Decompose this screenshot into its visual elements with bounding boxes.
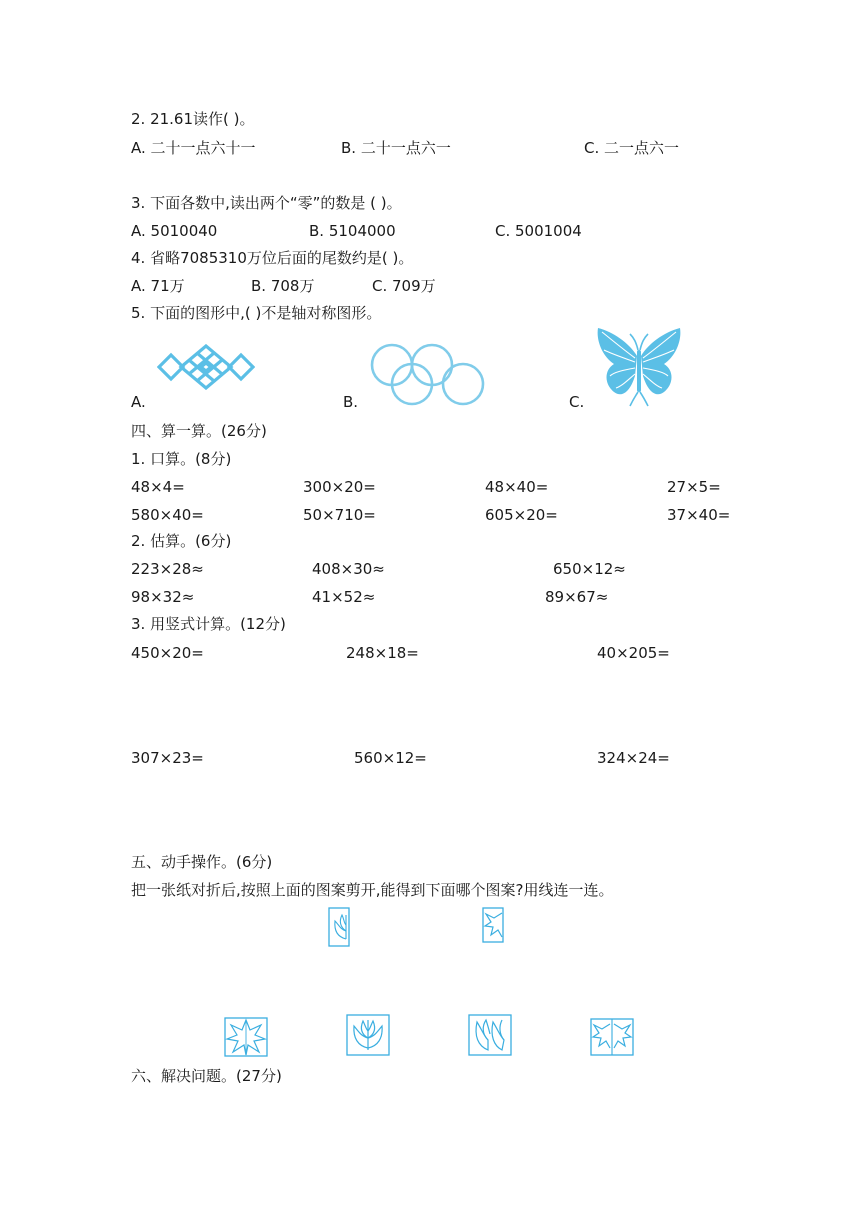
q5-option-c: C. [569,393,585,411]
vertical-calc-item: 40×205= [597,644,670,662]
q2-option-a: A. 二十一点六十一 [131,139,256,157]
oral-calc-item: 50×710= [303,506,376,524]
q5-option-a: A. [131,393,146,411]
q5-stem: 5. 下面的图形中,( )不是轴对称图形。 [131,304,382,322]
q2-option-b: B. 二十一点六一 [341,139,451,157]
q4-stem: 4. 省略7085310万位后面的尾数约是( )。 [131,249,414,267]
full-pattern-leaf-double [468,1014,512,1056]
vertical-calc-item: 560×12= [354,749,427,767]
q3-option-a: A. 5010040 [131,222,218,240]
oral-calc-item: 27×5= [667,478,721,496]
estimate-item: 650×12≈ [553,560,626,578]
half-pattern-leaf [328,907,350,947]
estimate-item: 223×28≈ [131,560,204,578]
oral-calc-item: 605×20= [485,506,558,524]
oral-calc-item: 580×40= [131,506,204,524]
q4-option-c: C. 709万 [372,277,436,295]
vertical-calc-item: 248×18= [346,644,419,662]
section-5-instruction: 把一张纸对折后,按照上面的图案剪开,能得到下面哪个图案?用线连一连。 [131,881,614,899]
full-pattern-leaf [346,1014,390,1056]
q3-option-b: B. 5104000 [309,222,396,240]
oral-calc-item: 48×40= [485,478,549,496]
section-6-title: 六、解决问题。(27分) [131,1067,282,1085]
full-pattern-star-split [590,1018,634,1056]
q2-stem: 2. 21.61读作( )。 [131,110,255,128]
half-pattern-star [482,907,504,943]
oral-calc-title: 1. 口算。(8分) [131,450,232,468]
estimate-item: 408×30≈ [312,560,385,578]
vertical-calc-item: 324×24= [597,749,670,767]
q4-option-b: B. 708万 [251,277,315,295]
q4-option-a: A. 71万 [131,277,185,295]
butterfly-figure [594,326,684,408]
vertical-calc-item: 307×23= [131,749,204,767]
estimate-item: 41×52≈ [312,588,376,606]
q3-option-c: C. 5001004 [495,222,582,240]
estimate-item: 89×67≈ [545,588,609,606]
q5-option-b: B. [343,393,359,411]
q2-option-c: C. 二一点六一 [584,139,680,157]
oral-calc-item: 300×20= [303,478,376,496]
oral-calc-item: 37×40= [667,506,731,524]
section-4-title: 四、算一算。(26分) [131,422,267,440]
section-5-title: 五、动手操作。(6分) [131,853,273,871]
estimate-title: 2. 估算。(6分) [131,532,232,550]
olympic-rings-figure [368,343,486,407]
estimate-item: 98×32≈ [131,588,195,606]
vertical-calc-title: 3. 用竖式计算。(12分) [131,615,286,633]
full-pattern-star [224,1017,268,1057]
chinese-knot-figure [157,344,255,390]
q3-stem: 3. 下面各数中,读出两个“零”的数是 ( )。 [131,194,402,212]
vertical-calc-item: 450×20= [131,644,204,662]
oral-calc-item: 48×4= [131,478,185,496]
